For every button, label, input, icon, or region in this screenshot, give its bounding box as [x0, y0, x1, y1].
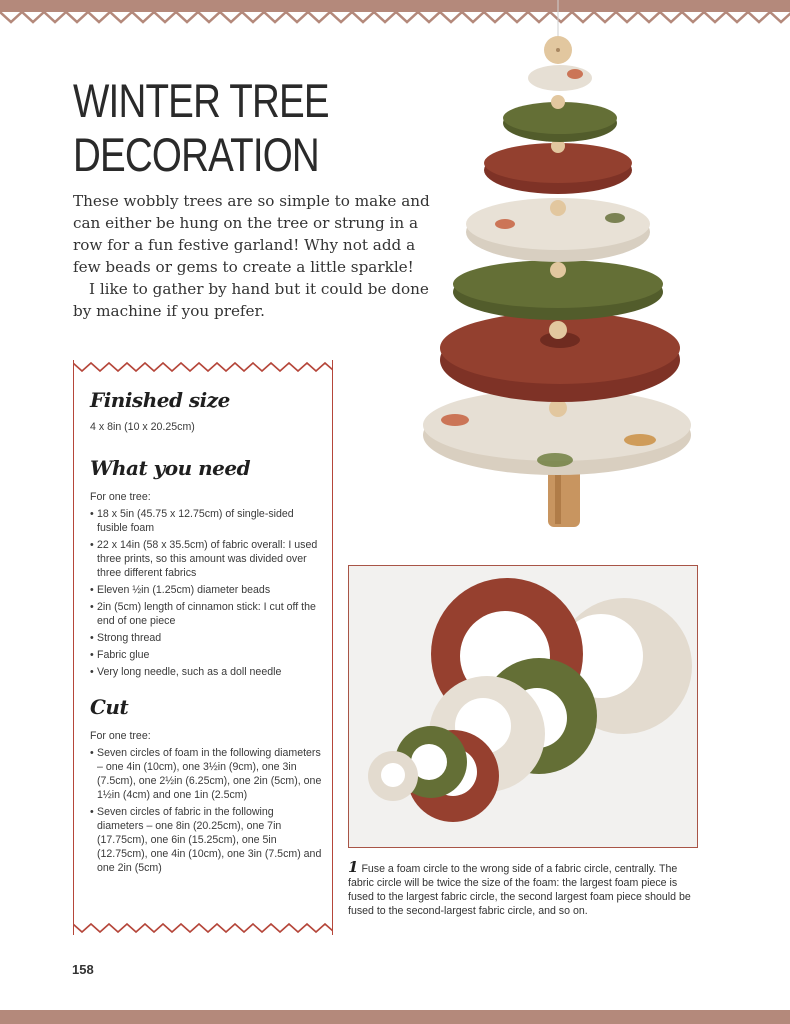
list-item: • Strong thread [90, 631, 322, 645]
list-item: • Very long needle, such as a doll needle [90, 665, 322, 679]
list-item: • 2in (5cm) length of cinnamon stick: I cut off the end of one piece [90, 600, 322, 628]
materials-content [90, 388, 322, 878]
finished-size-heading: Finished size [90, 388, 230, 412]
title-line-2: DECORATION [73, 128, 319, 181]
step-1-caption [348, 860, 700, 918]
intro-paragraph-2: I like to gather by hand but it could be done by machine if you prefer. [73, 280, 429, 320]
step-text: Fuse a foam circle to the wrong side of a fabric circle, centrally. The fabric circle will be twice the size of the foam: the largest foam piece is fused to the largest fabric circle, the second largest foam piece should be fused to the second-largest fabric circle, and so on. [348, 863, 691, 917]
fabric-circles-photo [348, 565, 698, 848]
list-item: • 18 x 5in (45.75 x 12.75cm) of single-sided fusible foam [90, 507, 322, 535]
intro-text [73, 190, 433, 322]
what-you-need-list [90, 507, 322, 679]
list-item: • Eleven ½in (1.25cm) diameter beads [90, 583, 322, 597]
list-item: • Seven circles of fabric in the following diameters – one 8in (20.25cm), one 7in (17.75cm), one 6in (15.25cm), one 5in (12.75cm), one 4in (10cm), one 3in (7.5cm) and one 2in (5cm) [90, 805, 322, 875]
box-top-zigzag [73, 360, 333, 374]
cut-list [90, 746, 322, 875]
cut-intro: For one tree: [90, 730, 151, 742]
tree-ornament-photo [415, 0, 695, 535]
intro-paragraph-1: These wobbly trees are so simple to make and can either be hung on the tree or strung in a row for a fun festive garland! Why not add a few beads or gems to create a little sparkle! [73, 192, 430, 276]
what-you-need-intro: For one tree: [90, 491, 151, 503]
finished-size-text: 4 x 8in (10 x 20.25cm) [90, 421, 195, 433]
page-number: 158 [72, 962, 94, 977]
list-item: • Fabric glue [90, 648, 322, 662]
cut-heading: Cut [90, 695, 129, 719]
bottom-decorative-band [0, 1010, 790, 1024]
what-you-need-heading: What you need [90, 456, 251, 480]
title-line-1: WINTER TREE [73, 74, 329, 127]
box-bottom-zigzag [73, 921, 333, 935]
page-title [73, 74, 335, 182]
fabric-circles-image [349, 566, 697, 847]
list-item: • Seven circles of foam in the following diameters – one 4in (10cm), one 3½in (9cm), one 3in (7.5cm), one 2½in (6.25cm), one 2in (5cm), one 1½in (4cm) and one 1in (2.5cm) [90, 746, 322, 802]
materials-box [73, 360, 333, 935]
step-number: 1 [348, 858, 359, 876]
list-item: • 22 x 14in (58 x 35.5cm) of fabric overall: I used three prints, so this amount was divided over three different fabrics [90, 538, 322, 580]
